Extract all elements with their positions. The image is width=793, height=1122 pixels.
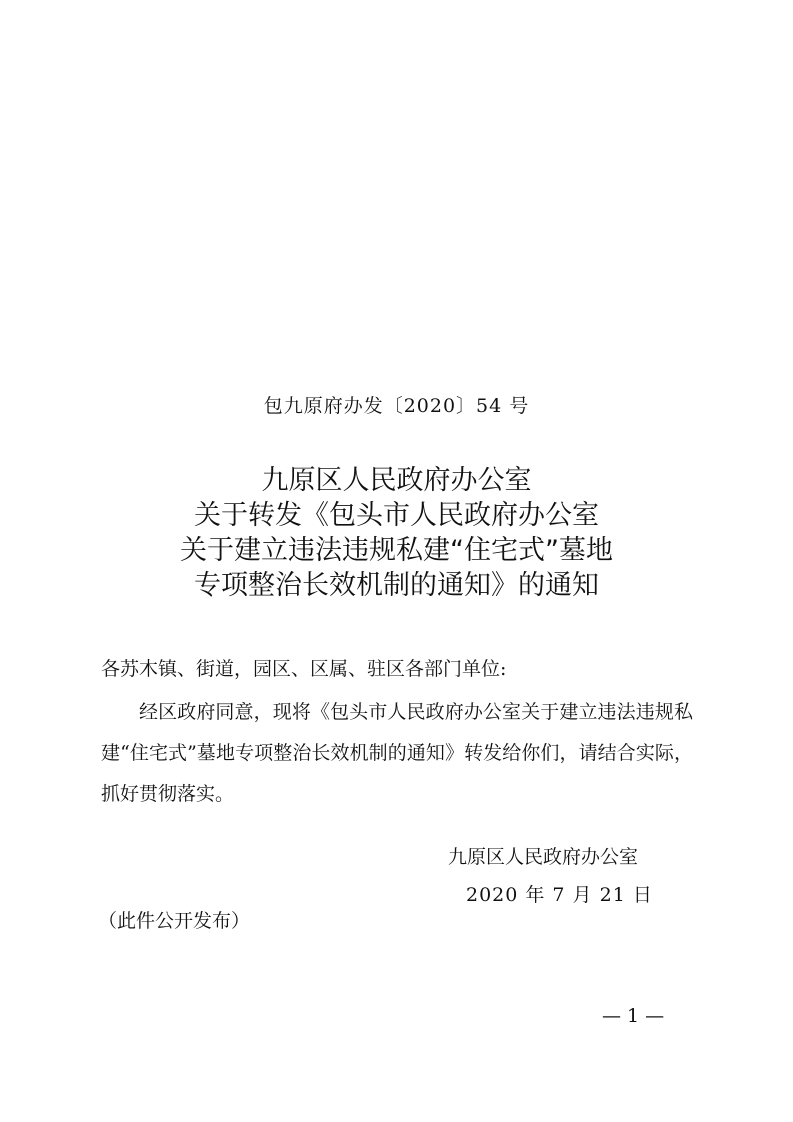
publish-note: （此件公开发布） [98, 910, 251, 932]
salutation: 各苏木镇、街道，园区、区属、驻区各部门单位: [101, 658, 507, 680]
issue-date: 2020 年 7 月 21 日 [466, 884, 653, 906]
issuer-signature: 九原区人民政府办公室 [448, 846, 639, 868]
document-title [0, 463, 793, 603]
document-number: 包九原府办发〔2020〕54 号 [263, 395, 530, 417]
body-paragraph: 经区政府同意，现将《包头市人民政府办公室关于建立违法违规私建“住宅式”墓地专项整治长效机制的通知》转发给你们，请结合实际，抓好贯彻落实。 [101, 701, 693, 805]
title-line: 关于转发《包头市人民政府办公室 [194, 500, 599, 531]
title-line: 专项整治长效机制的通知》的通知 [194, 570, 599, 601]
title-line: 九原区人民政府办公室 [261, 465, 532, 496]
title-line: 关于建立违法违规私建“住宅式”墓地 [180, 535, 613, 566]
page-number: — 1 — [602, 1005, 665, 1027]
